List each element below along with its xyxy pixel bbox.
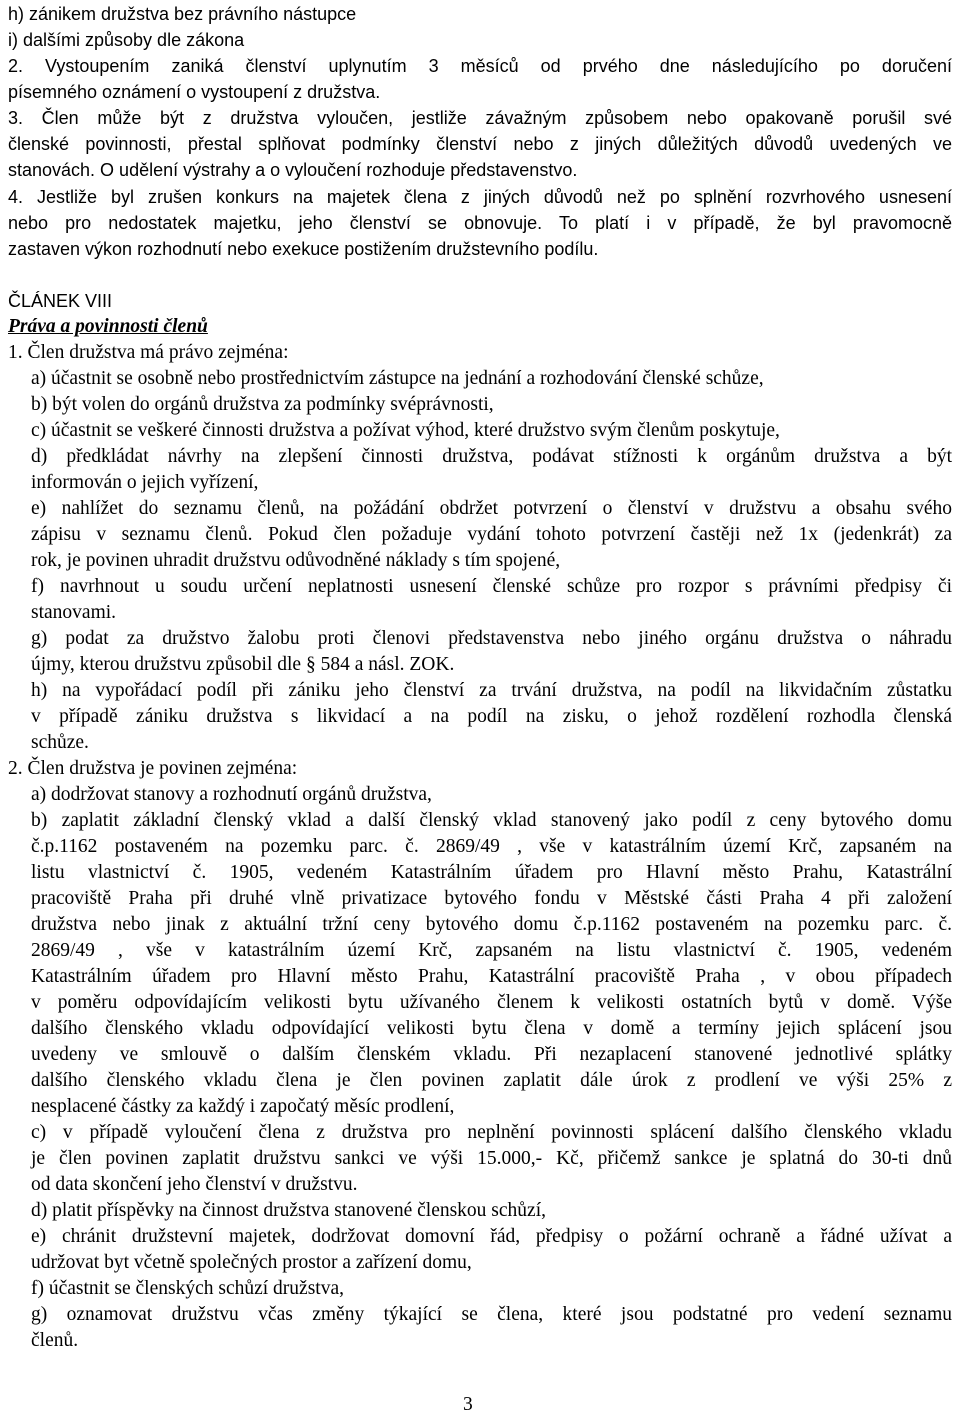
text-line: členské povinnosti, přestal splňovat podmínky členství nebo z jiných důležitých důvodů uvedených ve	[8, 134, 952, 154]
list-item: a) účastnit se osobně nebo prostřednictvím zástupce na jednání a rozhodování členské schůze,	[31, 368, 764, 389]
list-item: v poměru odpovídajícím velikosti bytu užívaného členem k velikosti ostatních bytů v domě. Výše	[31, 992, 952, 1013]
list-item: rok, je povinen uhradit družstvu odůvodněné náklady s tím spojené,	[31, 550, 561, 571]
text-line: 4. Jestliže byl zrušen konkurs na majetek člena z jiných důvodů než po splnění rozvrhového usnesení	[8, 187, 952, 207]
list-item: f) účastnit se členských schůzí družstva,	[31, 1278, 344, 1299]
list-item: dalšího členského vkladu člena je člen povinen zaplatit dále úrok z prodlení ve výši 25% z	[31, 1070, 952, 1091]
list-item: schůze.	[31, 732, 89, 753]
list-item: c) v případě vyloučení člena z družstva pro neplnění povinnosti splácení dalšího členského vkladu	[31, 1122, 952, 1143]
text-line: písemného oznámení o vystoupení z družstva.	[8, 82, 381, 102]
list-item: družstva nebo jinak z aktuální tržní ceny bytového domu č.p.1162 postaveném na pozemku parc. č.	[31, 914, 952, 935]
list-item: g) podat za družstvo žalobu proti členovi představenstva nebo jiného orgánu družstva o náhradu	[31, 628, 952, 649]
text-line: 3. Člen může být z družstva vyloučen, jestliže závažným způsobem nebo opakovaně porušil své	[8, 108, 952, 128]
list-item: od data skončení jeho členství v družstvu.	[31, 1174, 358, 1195]
article-subheading: Práva a povinnosti členů	[8, 316, 208, 337]
list-item: listu vlastnictví č. 1905, vedeném Katastrálním úřadem pro Hlavní město Prahu, Katastrální	[31, 862, 952, 883]
list-item: nesplacené částky za každý i započatý měsíc prodlení,	[31, 1096, 455, 1117]
list-item: č.p.1162 postaveném na pozemku parc. č. 2869/49 , vše v katastrálním území Krč, zapsaném na	[31, 836, 952, 857]
list-item: informován o jejich vyřízení,	[31, 472, 259, 493]
text-line: h) zánikem družstva bez právního nástupce	[8, 4, 357, 24]
rights-intro: 1. Člen družstva má právo zejména:	[8, 342, 289, 363]
list-item: stanovami.	[31, 602, 117, 623]
list-item: členů.	[31, 1330, 79, 1351]
list-item: e) chránit družstevní majetek, dodržovat domovní řád, předpisy o požární ochraně a řádné užívat a	[31, 1226, 952, 1247]
list-item: b) zaplatit základní členský vklad a další členský vklad stanovený jako podíl z ceny bytového domu	[31, 810, 952, 831]
text-line: nebo pro nedostatek majetku, jeho členství se obnovuje. To platí i v případě, že byl pravomocně	[8, 213, 952, 233]
list-item: g) oznamovat družstvu včas změny týkající se člena, které jsou podstatné pro vedení seznamu	[31, 1304, 952, 1325]
list-item: d) předkládat návrhy na zlepšení činnosti družstva, podávat stížnosti k orgánům družstva a být	[31, 446, 952, 467]
list-item: udržovat byt včetně společných prostor a zařízení domu,	[31, 1252, 472, 1273]
article-heading: ČLÁNEK VIII	[8, 291, 113, 311]
list-item: Katastrálním úřadem pro Hlavní město Prahu, Katastrální pracoviště Praha , v obou případech	[31, 966, 952, 987]
list-item: 2869/49 , vše v katastrálním území Krč, zapsaném na listu vlastnictví č. 1905, vedeném	[31, 940, 952, 961]
list-item: újmy, kterou družstvu způsobil dle § 584 a násl. ZOK.	[31, 654, 455, 675]
text-line: i) dalšími způsoby dle zákona	[8, 30, 245, 50]
text-line: zastaven výkon rozhodnutí nebo exekuce postižením družstevního podílu.	[8, 239, 599, 259]
list-item: d) platit příspěvky na činnost družstva stanovené členskou schůzí,	[31, 1200, 546, 1221]
list-item: v případě zániku družstva s likvidací a na podíl na zisku, o jehož rozdělení rozhodla členská	[31, 706, 952, 727]
list-item: je člen povinen zaplatit družstvu sankci ve výši 15.000,- Kč, přičemž sankce je splatná do 30-ti dnů	[31, 1148, 952, 1169]
list-item: c) účastnit se veškeré činnosti družstva a požívat výhod, které družstvo svým členům poskytuje,	[31, 420, 780, 441]
list-item: a) dodržovat stanovy a rozhodnutí orgánů družstva,	[31, 784, 432, 805]
list-item: uvedeny ve smlouvě o dalším členském vkladu. Při nezaplacení stanovené jednotlivé splátky	[31, 1044, 952, 1065]
page-number: 3	[463, 1394, 473, 1415]
list-item: h) na vypořádací podíl při zániku jeho členství za trvání družstva, na podíl na likvidačním zůstatku	[31, 680, 952, 701]
list-item: zápisu v seznamu členů. Pokud člen požaduje vydání tohoto potvrzení častěji než 1x (jedenkrát) za	[31, 524, 952, 545]
list-item: b) být volen do orgánů družstva za podmínky svéprávnosti,	[31, 394, 494, 415]
text-line: stanovách. O udělení výstrahy a o vyloučení rozhoduje představenstvo.	[8, 160, 578, 180]
list-item: pracoviště Praha při druhé vlně privatizace bytového fondu v Městské části Praha 4 při založení	[31, 888, 952, 909]
text-line: 2. Vystoupením zaniká členství uplynutím 3 měsíců od prvého dne následujícího po doručení	[8, 56, 952, 76]
list-item: dalšího členského vkladu odpovídající velikosti bytu člena v domě a termíny jejich splácení jsou	[31, 1018, 952, 1039]
list-item: f) navrhnout u soudu určení neplatnosti usnesení členské schůze pro rozpor s právními předpisy či	[31, 576, 952, 597]
duties-intro: 2. Člen družstva je povinen zejména:	[8, 758, 298, 779]
list-item: e) nahlížet do seznamu členů, na požádání obdržet potvrzení o členství v družstvu a obsahu svého	[31, 498, 952, 519]
